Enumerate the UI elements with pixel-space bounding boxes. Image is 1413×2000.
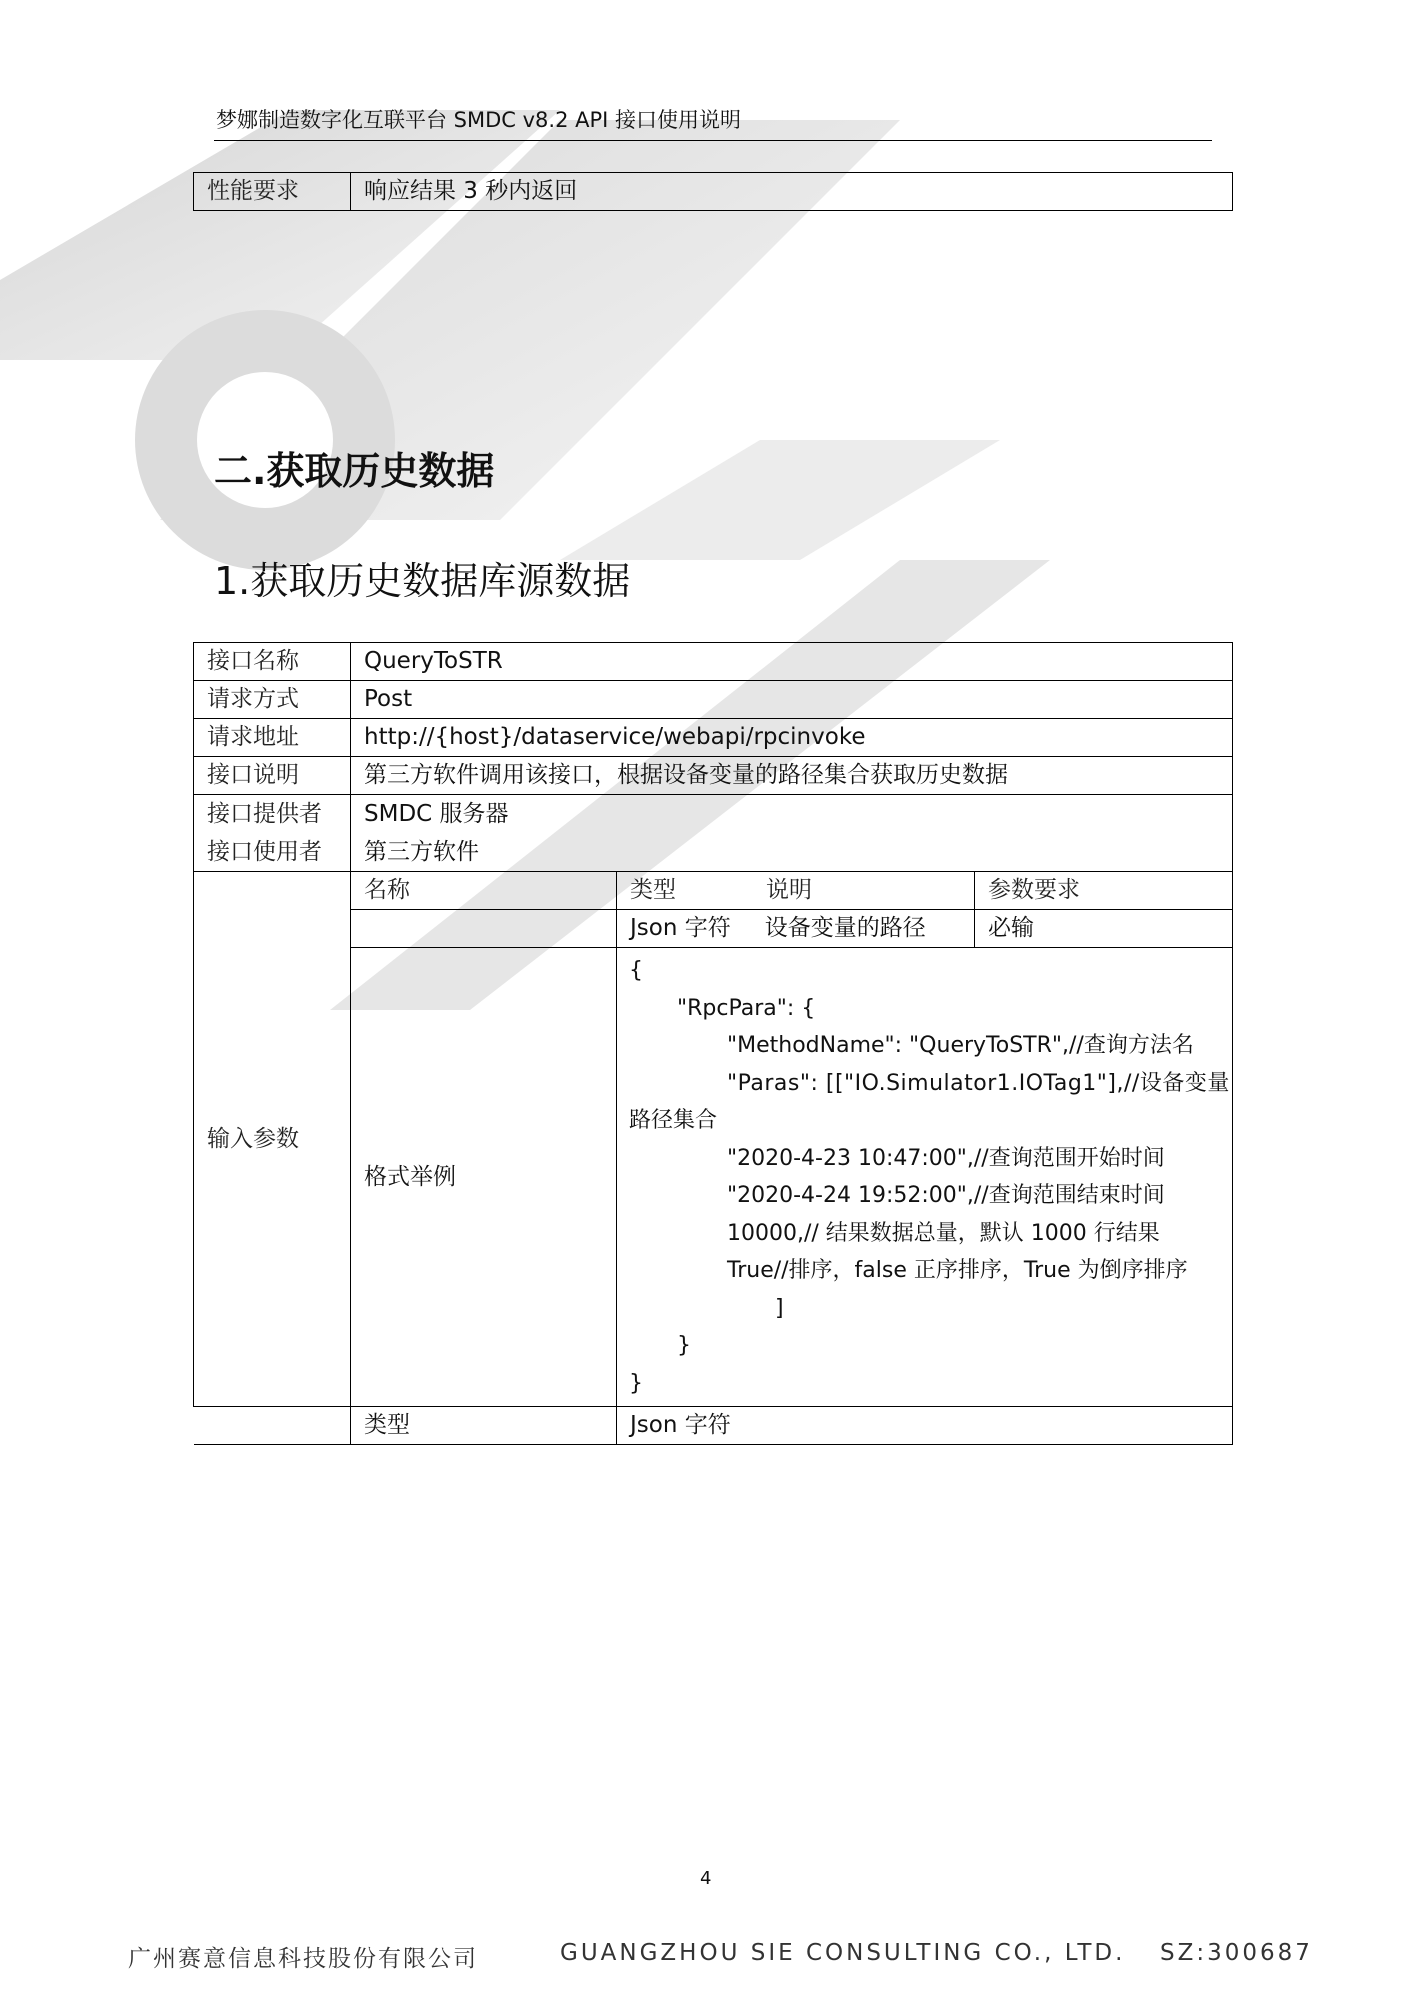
code-line: { — [629, 958, 643, 983]
code-line: } — [629, 1370, 643, 1396]
param-type: Json 字符 — [630, 915, 731, 941]
param-header-req: 参数要求 — [975, 872, 1233, 910]
footer-company-en: GUANGZHOU SIE CONSULTING CO., LTD. — [560, 1940, 1126, 1966]
code-line: } — [677, 1333, 691, 1358]
row-label: 接口名称 — [194, 643, 351, 681]
code-line: True//排序，false 正序排序，True 为倒序排序 — [727, 1258, 1188, 1283]
perf-value: 响应结果 3 秒内返回 — [351, 173, 1233, 211]
api-description-value: 第三方软件调用该接口，根据设备变量的路径集合获取历史数据 — [351, 757, 1233, 795]
code-line: "2020-4-24 19:52:00",//查询范围结束时间 — [727, 1183, 1165, 1208]
performance-table — [193, 172, 1233, 211]
table-row — [194, 795, 1233, 872]
param-name — [351, 910, 617, 948]
footer-company-cn: 广州赛意信息科技股份有限公司 — [128, 1946, 478, 1972]
code-line: 路径集合 — [629, 1108, 718, 1133]
header-rule — [214, 140, 1212, 141]
output-empty — [194, 1407, 351, 1445]
table-row — [194, 757, 1233, 795]
provider-value: SMDC 服务器 — [364, 801, 509, 827]
param-header-type-desc — [617, 872, 975, 910]
code-line: ] — [775, 1295, 784, 1321]
param-req: 必输 — [975, 910, 1233, 948]
table-row — [194, 643, 1233, 681]
table-row — [194, 681, 1233, 719]
footer-stock-code: SZ:300687 — [1160, 1940, 1313, 1966]
code-line: 10000,// 结果数据总量，默认 1000 行结果 — [727, 1220, 1160, 1246]
param-header-type: 类型 — [630, 877, 676, 903]
perf-label: 性能要求 — [194, 173, 351, 211]
api-spec-table — [193, 642, 1233, 1445]
example-label: 格式举例 — [351, 948, 617, 1407]
request-method-value: Post — [351, 681, 1233, 719]
code-line: "2020-4-23 10:47:00",//查询范围开始时间 — [727, 1145, 1165, 1171]
section-title: 二.获取历史数据 — [214, 449, 495, 493]
table-row — [194, 1407, 1233, 1445]
provider-user-values — [351, 795, 1233, 872]
output-type-value: Json 字符 — [617, 1407, 1233, 1445]
param-header-name: 名称 — [351, 872, 617, 910]
request-url-value: http://{host}/dataservice/webapi/rpcinvoke — [351, 719, 1233, 757]
provider-user-labels — [194, 795, 351, 872]
param-desc: 设备变量的路径 — [764, 915, 926, 941]
code-line: "RpcPara": { — [677, 995, 816, 1021]
example-code — [617, 948, 1233, 1407]
code-line: "Paras": [["IO.Simulator1.IOTag1"],//设备变量 — [727, 1070, 1230, 1096]
user-label: 接口使用者 — [207, 839, 322, 865]
subsection-title: 1.获取历史数据库源数据 — [214, 559, 631, 603]
table-row — [194, 173, 1233, 211]
param-type-desc — [617, 910, 975, 948]
row-label: 请求地址 — [194, 719, 351, 757]
code-line: "MethodName": "QueryToSTR",//查询方法名 — [727, 1033, 1194, 1058]
row-label: 接口说明 — [194, 757, 351, 795]
output-type-label: 类型 — [351, 1407, 617, 1445]
provider-label: 接口提供者 — [207, 801, 322, 827]
header-title: 梦娜制造数字化互联平台 SMDC v8.2 API 接口使用说明 — [216, 108, 742, 132]
input-params-label: 输入参数 — [194, 872, 351, 1407]
page-number: 4 — [700, 1868, 712, 1889]
row-label: 请求方式 — [194, 681, 351, 719]
table-row — [194, 872, 1233, 910]
param-header-desc: 说明 — [766, 877, 812, 903]
user-value: 第三方软件 — [364, 839, 479, 865]
api-name-value: QueryToSTR — [351, 643, 1233, 681]
table-row — [194, 719, 1233, 757]
